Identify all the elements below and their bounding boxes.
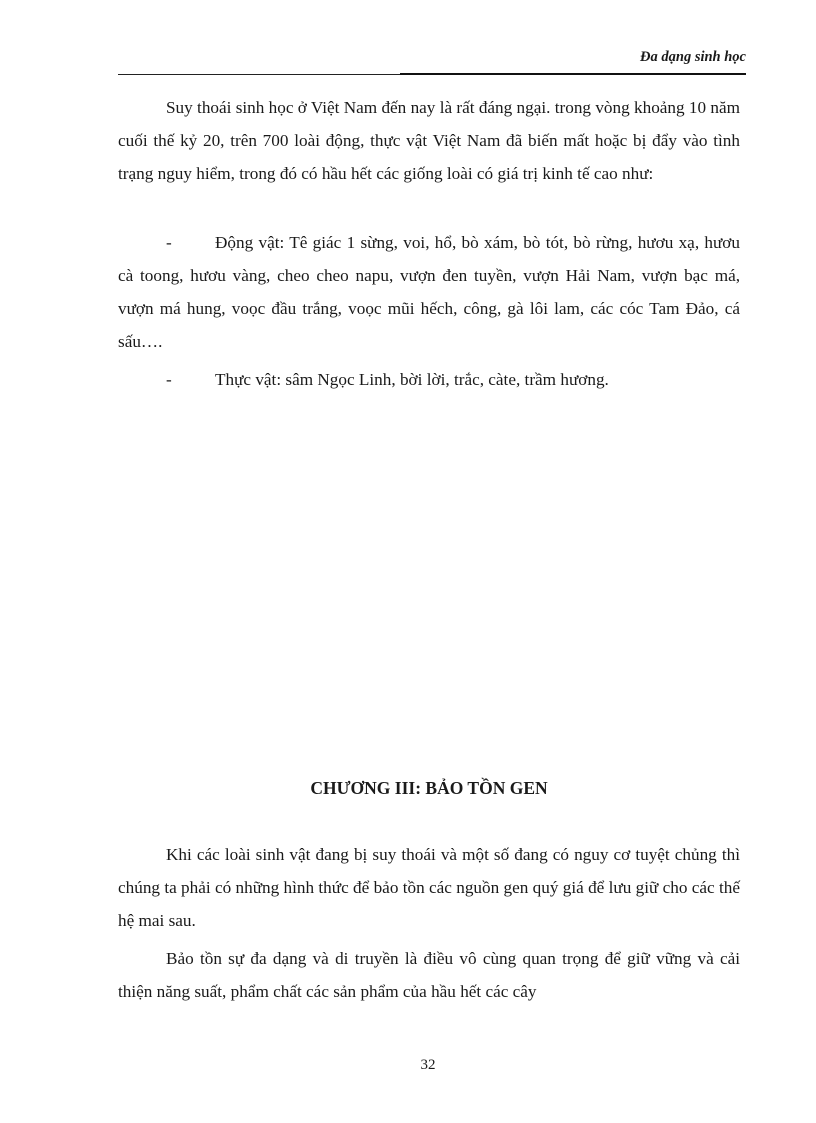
- running-header: Đa dạng sinh học: [640, 49, 746, 65]
- chapter-paragraph-2: Bảo tồn sự đa dạng và di truyền là điều vô cùng quan trọng để giữ vững và cải thiện năng suất, phẩm chất các sản phẩm của hầu hết các cây: [118, 949, 740, 1001]
- chapter-heading: CHƯƠNG III: BẢO TỒN GEN: [310, 778, 548, 798]
- plants-text: Thực vật: sâm Ngọc Linh, bời lời, trắc, càte, trầm hương.: [215, 370, 609, 389]
- intro-paragraph: Suy thoái sinh học ở Việt Nam đến nay là rất đáng ngại. trong vòng khoảng 10 năm cuối thế kỷ 20, trên 700 loài động, thực vật Việt Nam đã biến mất hoặc bị đẩy vào tình trạng nguy hiểm, trong đó có hầu hết các giống loài có giá trị kinh tế cao như:: [118, 98, 740, 183]
- bullet-dash: -: [166, 233, 172, 252]
- chapter-paragraph-1: Khi các loài sinh vật đang bị suy thoái và một số đang có nguy cơ tuyệt chủng thì chúng ta phải có những hình thức để bảo tồn các nguồn gen quý giá để lưu giữ cho các thế hệ mai sau.: [118, 845, 740, 930]
- page-number: 32: [420, 1057, 436, 1073]
- animals-text: Động vật: Tê giác 1 sừng, voi, hổ, bò xám, bò tót, bò rừng, hươu xạ, hươu cà toong, hươu vàng, cheo cheo napu, vượn đen tuyền, vượn Hải Nam, vượn bạc má, vượn má hung, voọc đầu trắng, voọc mũi hếch, công, gà lôi lam, các cóc Tam Đảo, cá sấu….: [118, 233, 740, 351]
- list-item-plants: [118, 363, 740, 396]
- header-rule-thin: [118, 74, 400, 75]
- header-rule-thick: [400, 73, 746, 75]
- bullet-dash: -: [166, 370, 172, 389]
- list-item-animals: [118, 226, 740, 358]
